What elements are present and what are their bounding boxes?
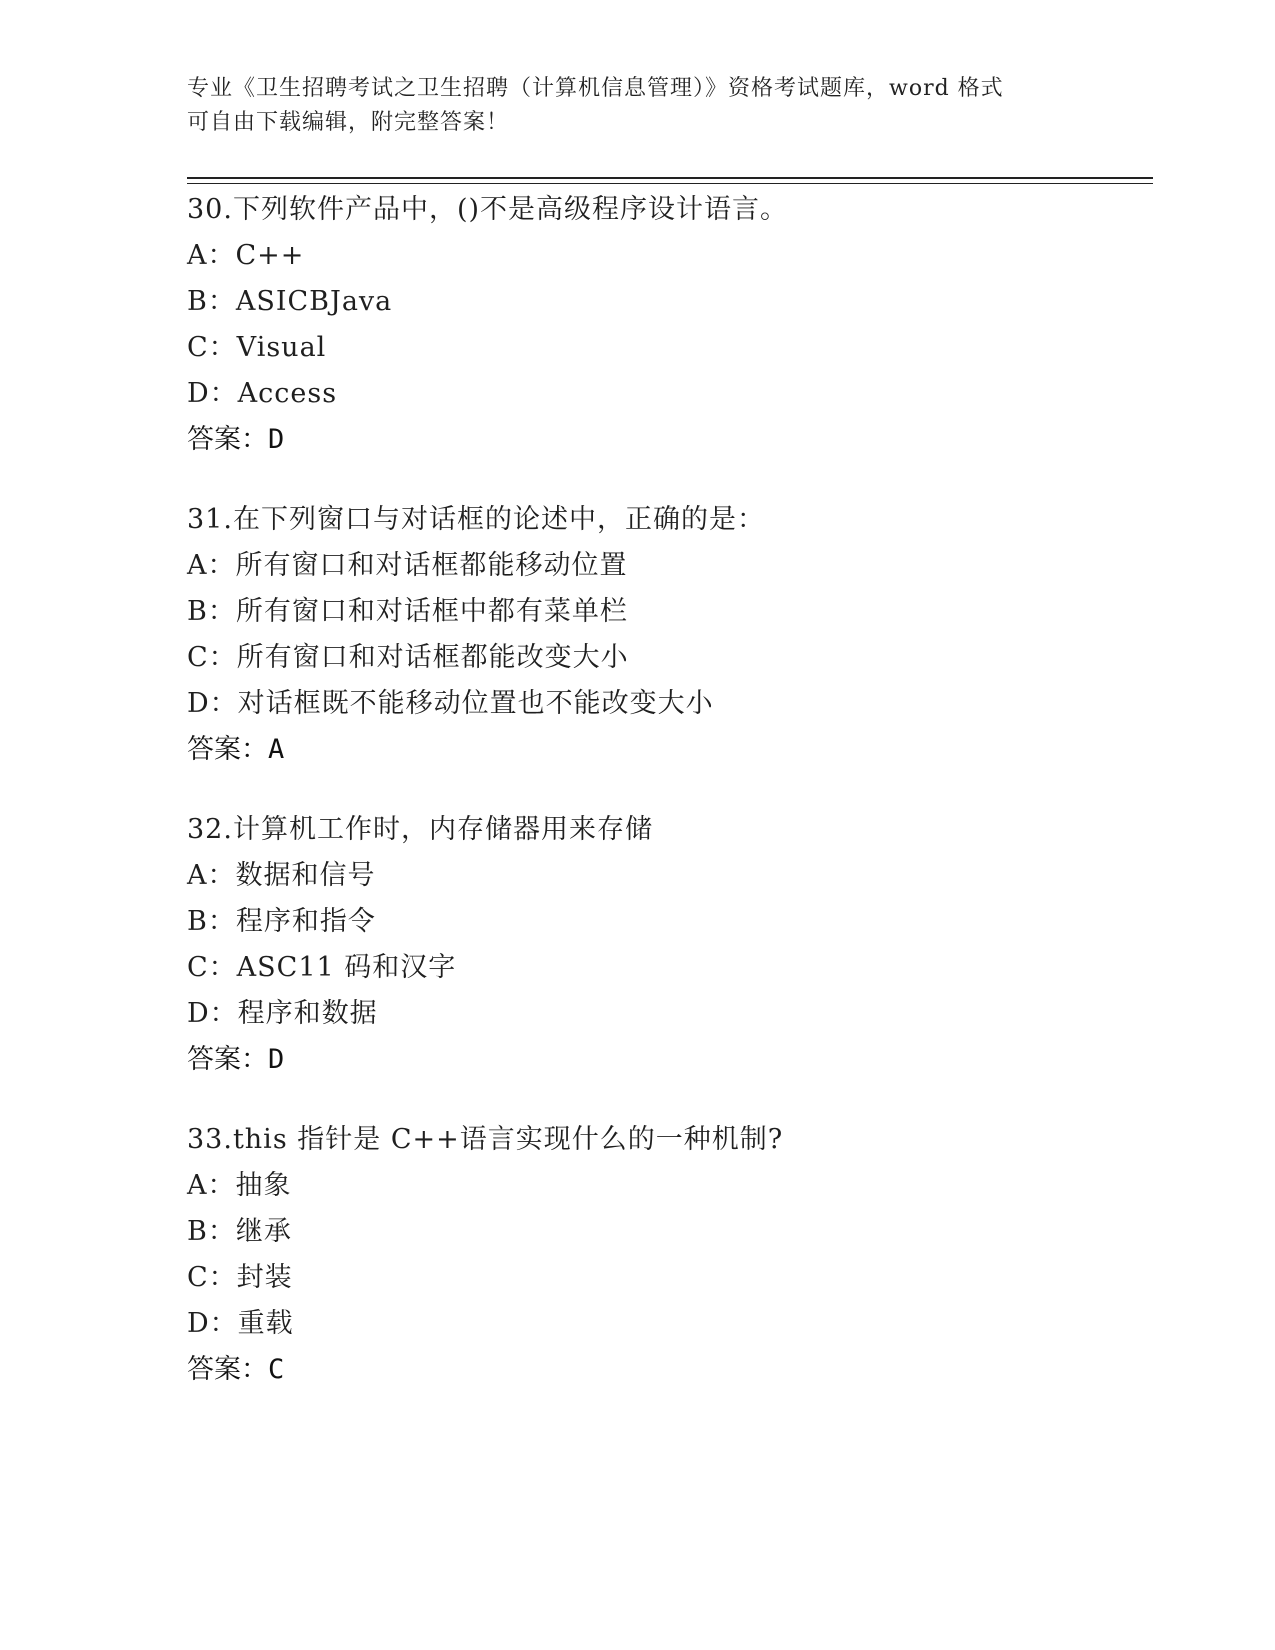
option-text: 程序和指令 xyxy=(235,906,376,937)
option-a xyxy=(187,853,1147,899)
option-b xyxy=(187,589,1147,635)
question-31 xyxy=(187,497,1147,773)
answer-value: D xyxy=(268,424,285,455)
question-30 xyxy=(187,187,1147,463)
question-title: 32.计算机工作时，内存储器用来存储 xyxy=(187,814,653,845)
question-title: 30.下列软件产品中，()不是高级程序设计语言。 xyxy=(187,194,789,225)
option-a xyxy=(187,233,1147,279)
option-label: D： xyxy=(187,378,238,409)
answer-line xyxy=(187,1037,1147,1083)
answer-value: D xyxy=(268,1044,285,1075)
option-label: A： xyxy=(187,550,236,581)
header-line-1: 专业《卫生招聘考试之卫生招聘（计算机信息管理）》资格考试题库，word 格式 xyxy=(187,76,1004,101)
answer-line xyxy=(187,417,1147,463)
option-label: B： xyxy=(187,906,236,937)
option-text: Visual xyxy=(236,332,327,363)
option-text: 封装 xyxy=(236,1262,293,1293)
option-a xyxy=(187,543,1147,589)
answer-label: 答案： xyxy=(187,424,268,455)
option-text: 所有窗口和对话框中都有菜单栏 xyxy=(235,596,628,627)
option-b xyxy=(187,279,1147,325)
question-33 xyxy=(187,1117,1147,1393)
answer-value: C xyxy=(268,1354,285,1385)
option-d xyxy=(187,991,1147,1037)
header-divider-thin xyxy=(187,183,1153,184)
header-divider-thick xyxy=(187,177,1153,179)
option-label: D： xyxy=(187,998,238,1029)
option-b xyxy=(187,1209,1147,1255)
option-label: A： xyxy=(187,240,236,271)
option-label: C： xyxy=(187,1262,237,1293)
option-c xyxy=(187,1255,1147,1301)
option-text: 所有窗口和对话框都能移动位置 xyxy=(235,550,628,581)
option-label: D： xyxy=(187,1308,238,1339)
option-text: 所有窗口和对话框都能改变大小 xyxy=(236,642,629,673)
option-d xyxy=(187,371,1147,417)
answer-line xyxy=(187,727,1147,773)
answer-label: 答案： xyxy=(187,1354,268,1385)
option-text: 对话框既不能移动位置也不能改变大小 xyxy=(237,688,714,719)
option-text: ASC11 码和汉字 xyxy=(236,952,457,983)
answer-label: 答案： xyxy=(187,1044,268,1075)
question-title: 33.this 指针是 C++语言实现什么的一种机制? xyxy=(187,1124,784,1155)
option-c xyxy=(187,635,1147,681)
question-title: 31.在下列窗口与对话框的论述中，正确的是： xyxy=(187,504,765,535)
option-b xyxy=(187,899,1147,945)
option-text: 重载 xyxy=(237,1308,294,1339)
option-label: C： xyxy=(187,642,237,673)
option-a xyxy=(187,1163,1147,1209)
option-label: A： xyxy=(187,1170,236,1201)
option-text: 抽象 xyxy=(235,1170,292,1201)
option-d xyxy=(187,681,1147,727)
question-32 xyxy=(187,807,1147,1083)
option-text: ASICBJava xyxy=(235,286,393,317)
option-label: A： xyxy=(187,860,236,891)
option-text: 程序和数据 xyxy=(237,998,378,1029)
answer-label: 答案： xyxy=(187,734,268,765)
answer-line xyxy=(187,1347,1147,1393)
option-c xyxy=(187,325,1147,371)
option-text: C++ xyxy=(235,240,305,271)
document-header xyxy=(187,72,1087,140)
option-label: B： xyxy=(187,596,236,627)
option-label: C： xyxy=(187,332,237,363)
option-text: Access xyxy=(237,378,338,409)
option-text: 数据和信号 xyxy=(235,860,376,891)
header-line-2: 可自由下载编辑，附完整答案！ xyxy=(187,110,510,135)
option-c xyxy=(187,945,1147,991)
option-label: D： xyxy=(187,688,238,719)
option-label: B： xyxy=(187,1216,236,1247)
answer-value: A xyxy=(268,734,285,765)
option-text: 继承 xyxy=(235,1216,292,1247)
option-d xyxy=(187,1301,1147,1347)
option-label: C： xyxy=(187,952,237,983)
option-label: B： xyxy=(187,286,236,317)
